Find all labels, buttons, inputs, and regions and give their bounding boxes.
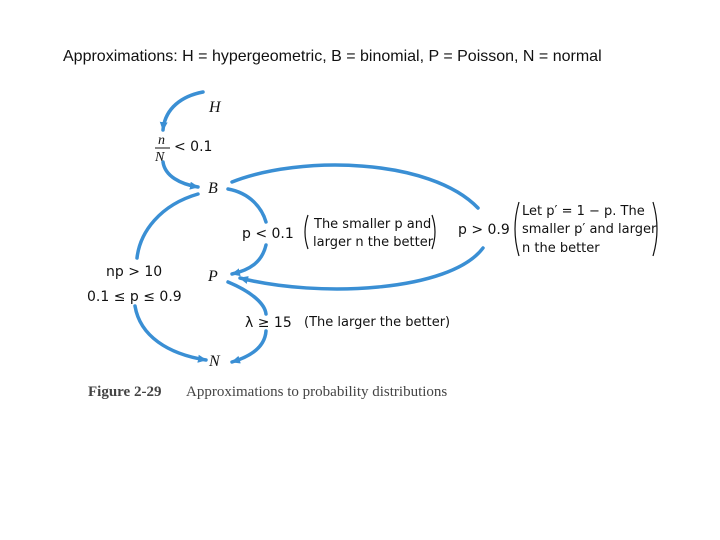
condition-p-range: 0.1 ≤ p ≤ 0.9 (87, 289, 182, 305)
arrow-lambda-to-n (232, 331, 266, 362)
let-left-paren (515, 202, 519, 256)
note-let-line2: smaller p′ and larger (522, 222, 657, 237)
slide-title: Approximations: H = hypergeometric, B = binomial, P = Poisson, N = normal (63, 48, 602, 65)
condition-p-lt: p < 0.1 (242, 226, 294, 242)
arrow-np-to-n (135, 306, 206, 360)
note-larger-better: (The larger the better) (304, 315, 451, 330)
node-n: N (209, 353, 220, 370)
note-let-line3: n the better (522, 241, 600, 256)
note-smaller-p-line2: larger n the better (313, 235, 434, 250)
condition-lambda: λ ≥ 15 (245, 315, 292, 331)
fraction-numerator: n (158, 133, 165, 148)
figure-label: Figure 2-29 (88, 384, 162, 400)
arrow-b-to-p-gt (232, 165, 478, 208)
arrow-b-to-p-lt (228, 189, 266, 222)
figure-caption: Approximations to probability distributions (186, 384, 448, 400)
arrow-p-gt-to-p (240, 248, 483, 289)
condition-p-gt: p > 0.9 (458, 222, 510, 238)
note-let-line1: Let p′ = 1 − p. The (522, 204, 645, 219)
fraction-denominator: N (155, 150, 165, 165)
condition-np: np > 10 (106, 264, 163, 280)
fraction-relation: < 0.1 (174, 139, 213, 155)
node-h: H (209, 99, 221, 116)
arrow-h-to-n-over-N (163, 92, 203, 130)
note-smaller-p-line1: The smaller p and (314, 217, 432, 232)
node-b: B (208, 180, 218, 197)
arrow-p-to-lambda (228, 282, 266, 314)
node-p: P (208, 268, 218, 285)
note-left-paren (305, 215, 308, 249)
arrow-n-over-N-to-b (163, 162, 198, 187)
arrow-b-to-np (137, 194, 198, 258)
arrow-p-lt-to-p (232, 245, 266, 274)
